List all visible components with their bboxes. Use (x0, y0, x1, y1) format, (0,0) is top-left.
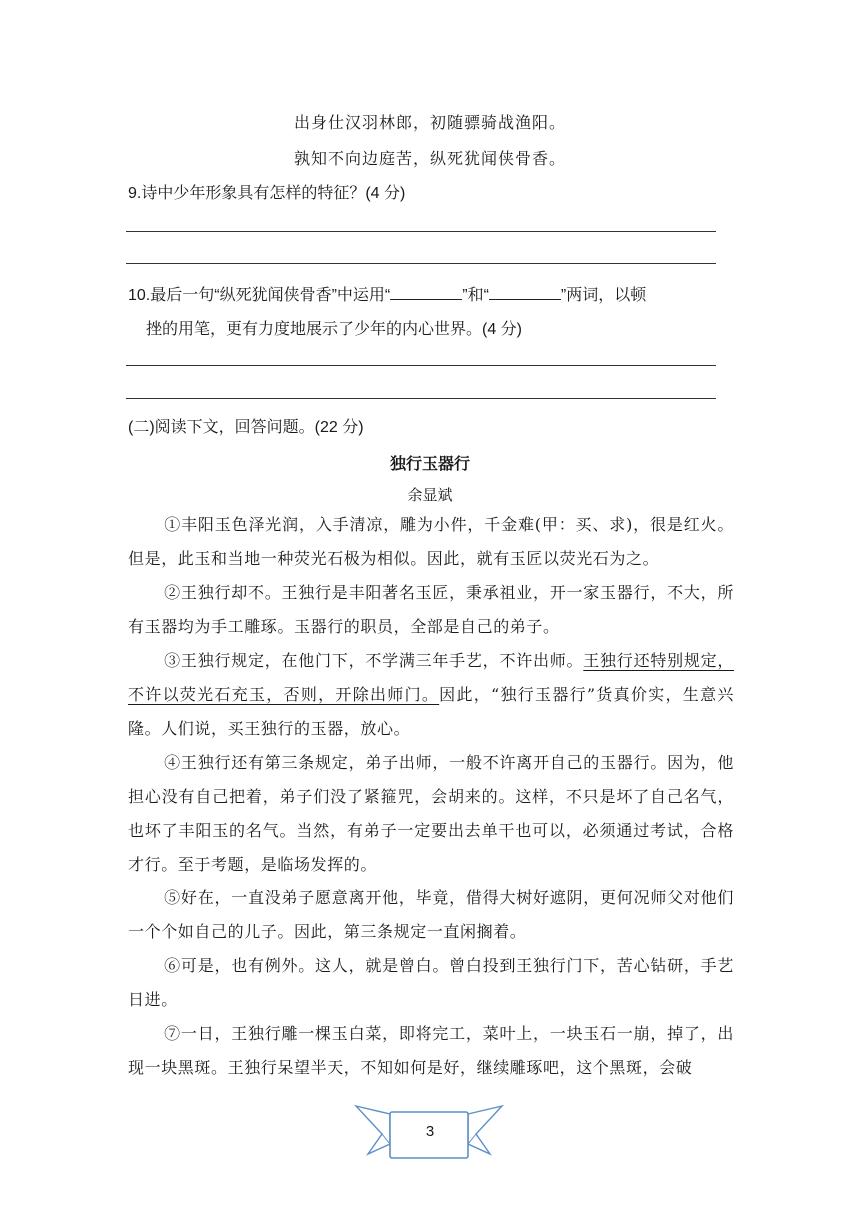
paragraph-7 (128, 1017, 734, 1085)
page-number: 3 (425, 1123, 435, 1140)
question-9: 9.诗中少年形象具有怎样的特征？(4 分) (128, 185, 406, 202)
paragraph-2 (128, 576, 734, 644)
underlined-sentence: 王独行还特别规定，不许以荧光石充玉，否则，开除出师门。 (128, 651, 734, 704)
fill-blank-2[interactable] (489, 285, 561, 300)
paragraph-5-text: ⑤好在，一直没弟子愿意离开他，毕竟，借得大树好遮阴，更何况师父对他们一个个如自己的儿子。因此，第三条规定一直闲搁着。 (128, 888, 734, 941)
section-heading: (二)阅读下文，回答问题。(22 分) (128, 419, 364, 436)
poem-line-2: 孰知不向边庭苦，纵死犹闻侠骨香。 (293, 149, 566, 168)
paragraph-1 (128, 508, 734, 576)
paragraph-4-text: ④王独行还有第三条规定，弟子出师，一般不许离开自己的玉器行。因为，他担心没有自己把着，弟子们没了紧箍咒，会胡来的。这样，不只是坏了自己名气，也坏了丰阳玉的名气。当然，有弟子一定要出去单干也可以，必须通过考试，合格才行。至于考题，是临场发挥的。 (128, 753, 734, 874)
question-10-text-3: ”两词，以顿 (560, 287, 647, 304)
paragraph-1-text: ①丰阳玉色泽光润，入手清凉，雕为小件，千金难(甲：买、求)，很是红火。但是，此玉和当地一种荧光石极为相似。因此，就有玉匠以荧光石为之。 (128, 515, 734, 568)
story-author: 余显斌 (407, 486, 453, 504)
paragraph-7-text: ⑦一日，王独行雕一棵玉白菜，即将完工，菜叶上，一块玉石一崩，掉了，出现一块黑斑。王独行呆望半天，不知如何是好，继续雕琢吧，这个黑斑，会破 (128, 1024, 734, 1077)
answer-line[interactable] (126, 263, 716, 264)
answer-line[interactable] (126, 231, 716, 232)
paragraph-3 (128, 644, 734, 746)
poem-line-1: 出身仕汉羽林郎，初随骠骑战渔阳。 (293, 113, 566, 132)
answer-line[interactable] (126, 365, 716, 366)
paragraph-3-text-b: 因此，“独行玉器行”货真价实，生意兴隆。人们说，买王独行的玉器，放心。 (128, 685, 734, 738)
paragraph-4 (128, 746, 734, 882)
question-10-line-2: 挫的用笔，更有力度地展示了少年的内心世界。(4 分) (146, 321, 523, 338)
paragraph-3-text-a: ③王独行规定，在他门下，不学满三年手艺，不许出师。 (164, 651, 584, 670)
paragraph-6-text: ⑥可是，也有例外。这人，就是曾白。曾白投到王独行门下，苦心钻研，手艺日进。 (128, 956, 734, 1009)
answer-line[interactable] (126, 398, 716, 399)
question-10-text-2: ”和“ (462, 287, 489, 304)
fill-blank-1[interactable] (390, 285, 462, 300)
question-10-text-1: 10.最后一句“纵死犹闻侠骨香”中运用“ (128, 287, 391, 304)
story-title: 独行玉器行 (389, 456, 470, 473)
paragraph-6 (128, 949, 734, 1017)
question-10 (128, 282, 748, 305)
paragraph-2-text: ②王独行却不。王独行是丰阳著名玉匠，秉承祖业，开一家玉器行，不大，所有玉器均为手工雕琢。玉器行的职员，全部是自己的弟子。 (128, 583, 734, 636)
paragraph-5 (128, 881, 734, 949)
